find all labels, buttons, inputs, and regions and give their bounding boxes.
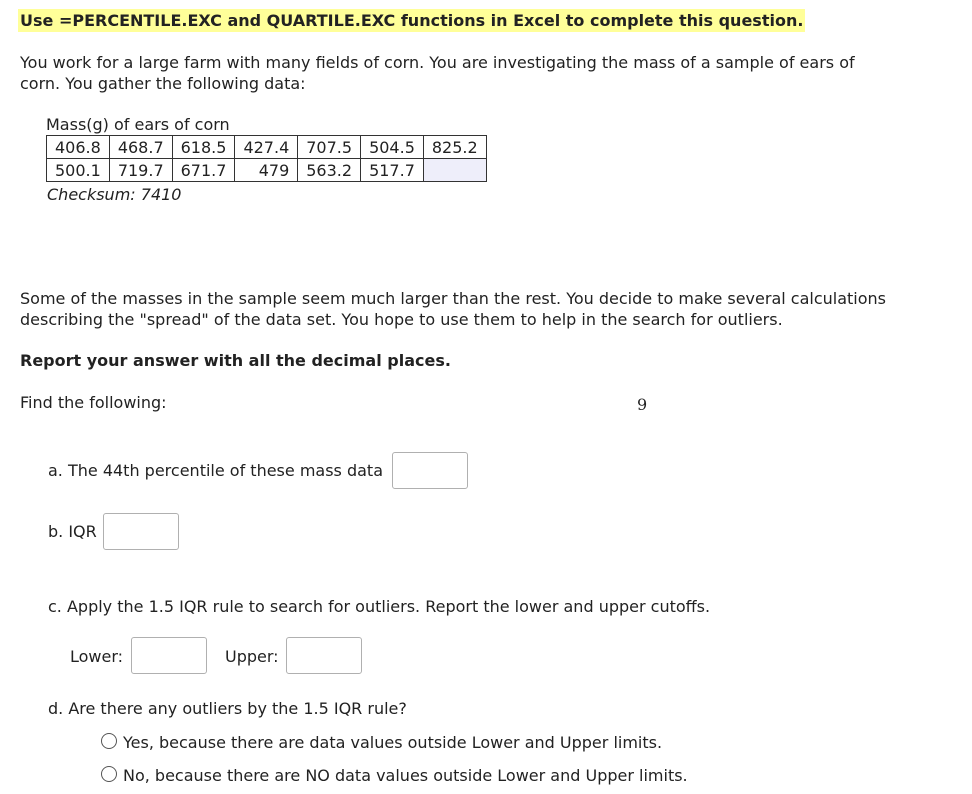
instruction-banner: Use =PERCENTILE.EXC and QUARTILE.EXC functions in Excel to complete this question. bbox=[20, 11, 804, 30]
table-cell: 707.5 bbox=[298, 136, 361, 159]
table-cell: 406.8 bbox=[47, 136, 110, 159]
mass-data-table bbox=[46, 135, 487, 182]
lower-label: Lower: bbox=[70, 647, 124, 666]
yes-radio[interactable] bbox=[101, 733, 117, 749]
table-row bbox=[47, 159, 487, 182]
no-radio[interactable] bbox=[101, 766, 117, 782]
checksum: Checksum: 7410 bbox=[47, 185, 182, 204]
intro-line-1: You work for a large farm with many fields of corn. You are investigating the mass of a sample of ears of bbox=[20, 53, 855, 72]
table-cell: 517.7 bbox=[361, 159, 424, 182]
table-cell: 671.7 bbox=[172, 159, 235, 182]
table-cell-empty bbox=[423, 159, 486, 182]
table-row bbox=[47, 136, 487, 159]
table-cell: 618.5 bbox=[172, 136, 235, 159]
upper-label: Upper: bbox=[225, 647, 279, 666]
table-caption: Mass(g) of ears of corn bbox=[46, 115, 230, 134]
yes-option-label[interactable]: Yes, because there are data values outside Lower and Upper limits. bbox=[123, 733, 663, 752]
iqr-answer-input[interactable] bbox=[103, 513, 179, 550]
intro-line-2: corn. You gather the following data: bbox=[20, 74, 306, 93]
table-cell: 500.1 bbox=[47, 159, 110, 182]
spread-line-1: Some of the masses in the sample seem much larger than the rest. You decide to make several calculations bbox=[20, 289, 886, 308]
no-option-label[interactable]: No, because there are NO data values outside Lower and Upper limits. bbox=[123, 766, 688, 785]
lower-cutoff-input[interactable] bbox=[131, 637, 207, 674]
question-c-label: c. Apply the 1.5 IQR rule to search for outliers. Report the lower and upper cutoffs. bbox=[48, 597, 711, 616]
table-cell: 563.2 bbox=[298, 159, 361, 182]
question-a-label: a. The 44th percentile of these mass data bbox=[48, 461, 383, 480]
table-cell: 825.2 bbox=[423, 136, 486, 159]
percentile-answer-input[interactable] bbox=[392, 452, 468, 489]
question-d-label: d. Are there any outliers by the 1.5 IQR rule? bbox=[48, 699, 407, 718]
spread-line-2: describing the "spread" of the data set. You hope to use them to help in the search for outliers. bbox=[20, 310, 783, 329]
question-b-label: b. IQR bbox=[48, 522, 97, 541]
report-note: Report your answer with all the decimal places. bbox=[20, 351, 451, 370]
table-cell: 719.7 bbox=[109, 159, 172, 182]
table-cell: 468.7 bbox=[109, 136, 172, 159]
table-cell: 479 bbox=[235, 159, 298, 182]
stray-number: 9 bbox=[637, 395, 648, 414]
find-label: Find the following: bbox=[20, 393, 167, 412]
table-cell: 427.4 bbox=[235, 136, 298, 159]
table-cell: 504.5 bbox=[361, 136, 424, 159]
upper-cutoff-input[interactable] bbox=[286, 637, 362, 674]
